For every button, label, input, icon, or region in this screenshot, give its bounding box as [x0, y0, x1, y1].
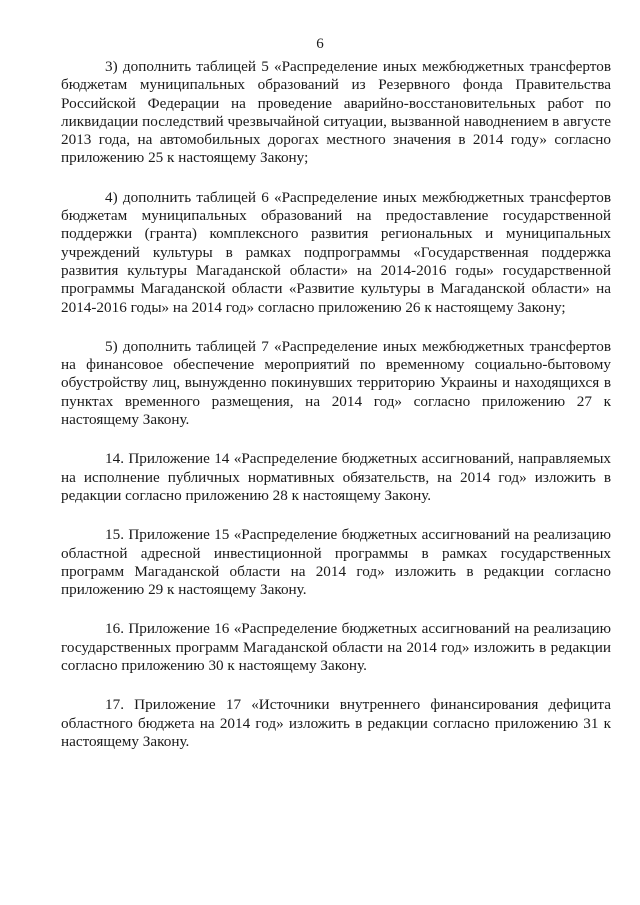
paragraph-add-table-6: 4) дополнить таблицей 6 «Распределение иных межбюджетных трансфертов бюджетам муниципальных образований на предоставление государственной поддержки (гранта) комплексного развития региональных и муниципальных учреждений культуры в рамках подпрограммы «Государственная поддержка развития культуры Магаданской области» на 2014-2016 годы» государственной программы Магаданской области «Развитие культуры в Магаданской области» на 2014-2016 годы» на 2014 год» согласно приложению 26 к настоящему Закону;: [61, 188, 611, 316]
paragraph-add-table-7: 5) дополнить таблицей 7 «Распределение иных межбюджетных трансфертов на финансовое обеспечение мероприятий по временному социально-бытовому обустройству лиц, вынужденно покинувших территорию Украины и находящихся в пунктах временного размещения, на 2014 год» согласно приложению 27 к настоящему Закону.: [61, 337, 611, 429]
document-body: [61, 58, 611, 772]
paragraph-appendix-16: 16. Приложение 16 «Распределение бюджетных ассигнований на реализацию государственных программ Магаданской области на 2014 год» изложить в редакции согласно приложению 30 к настоящему Закону.: [61, 620, 611, 675]
paragraph-appendix-17: 17. Приложение 17 «Источники внутреннего финансирования дефицита областного бюджета на 2014 год» изложить в редакции согласно приложению 31 к настоящему Закону.: [61, 696, 611, 750]
paragraph-appendix-15: 15. Приложение 15 «Распределение бюджетных ассигнований на реализацию областной адресной инвестиционной программы в рамках государственных программ Магаданской области на 2014 год» изложить в редакции согласно приложению 29 к настоящему Закону.: [61, 526, 611, 599]
page-number: 6: [316, 36, 324, 52]
paragraph-add-table-5: 3) дополнить таблицей 5 «Распределение иных межбюджетных трансфертов бюджетам муниципальных образований из Резервного фонда Правительства Российской Федерации на проведение аварийно-восстановительных работ по ликвидации последствий чрезвычайной ситуации, вызванной наводнением в августе 2013 года, на автомобильных дорогах местного значения в 2014 году» согласно приложению 25 к настоящему Закону;: [61, 58, 611, 167]
paragraph-appendix-14: 14. Приложение 14 «Распределение бюджетных ассигнований, направляемых на исполнение публичных нормативных обязательств, на 2014 год» изложить в редакции согласно приложению 28 к настоящему Закону.: [61, 450, 611, 504]
